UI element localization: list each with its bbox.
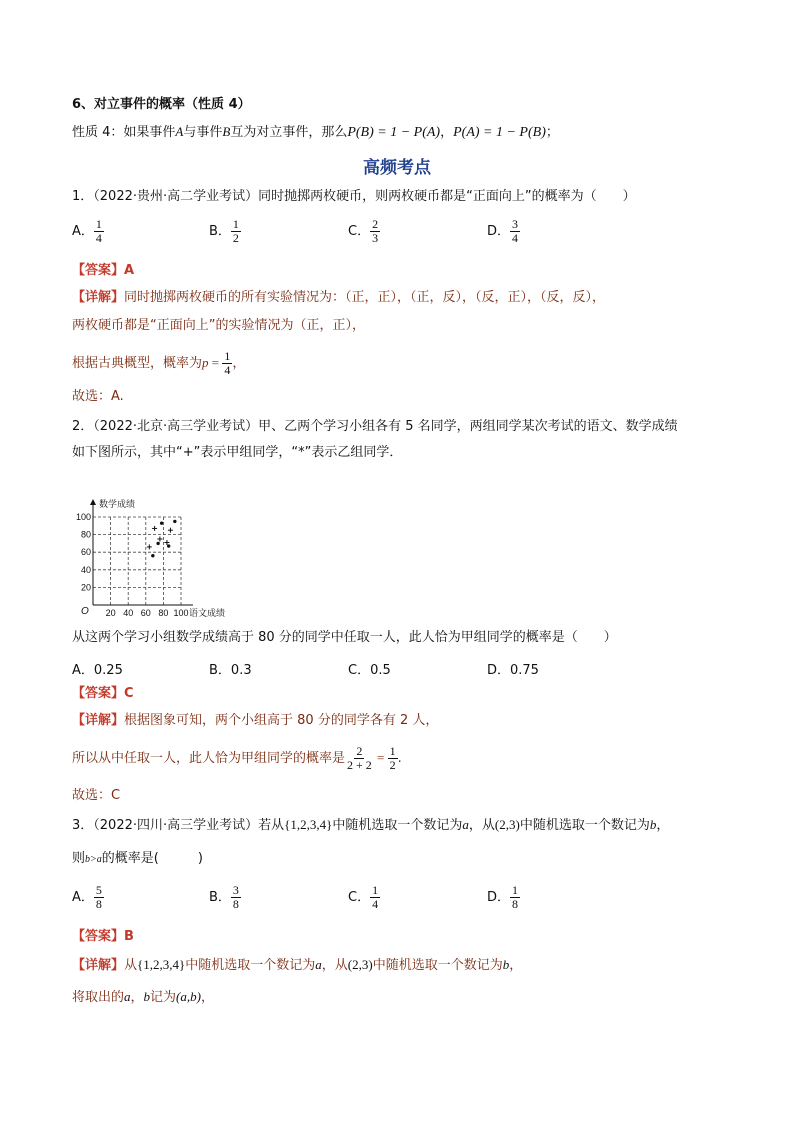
option-label: C．	[348, 890, 371, 905]
q1-option-a	[72, 218, 104, 245]
numerator: 1	[224, 349, 231, 363]
origin-label: O	[81, 606, 89, 617]
q1-option-d	[487, 218, 520, 245]
numerator: 3	[512, 217, 519, 231]
star-marker	[156, 542, 159, 545]
detail-text: ，	[509, 958, 523, 973]
section-heading: 6、对立事件的概率（性质 4）	[72, 97, 251, 112]
numerator: 5	[95, 883, 102, 897]
q2-option-a: A．0.25	[72, 663, 123, 678]
property-statement	[72, 123, 559, 142]
denominator: 4	[372, 897, 379, 911]
q3-stem-2	[72, 850, 203, 869]
q2-option-c: C．0.5	[348, 663, 391, 678]
y-tick-label: 20	[80, 582, 91, 593]
x-axis-label: 语文成绩	[189, 608, 226, 618]
detail-tag: 【详解】	[72, 713, 125, 728]
numerator: 1	[232, 217, 239, 231]
stem-text: 中随机选取一个数记为	[519, 818, 650, 833]
denominator: 2 + 2	[347, 758, 372, 772]
detail-text: 将取出的	[72, 990, 125, 1005]
q1-detail-1	[72, 289, 605, 307]
property-mid1: 与事件	[183, 125, 223, 140]
set-1: {1,2,3,4}	[284, 817, 333, 832]
numerator: 2	[372, 217, 379, 231]
q2-choose: 故选：C	[72, 788, 121, 803]
detail-tag: 【详解】	[72, 290, 125, 305]
q1-option-b	[209, 218, 241, 245]
option-label: C．	[348, 224, 371, 239]
q1-stem: 1．（2022·贵州·高二学业考试）同时抛掷两枚硬币，则两枚硬币都是“正面向上”的概率为（ ）	[72, 189, 636, 204]
stem-text: 则	[72, 851, 86, 866]
detail-text: 根据图象可知，两个小组高于 80 分的同学各有 2 人，	[124, 713, 439, 728]
x-tick-label: 20	[105, 608, 116, 618]
q1-choose: 故选：A.	[72, 389, 124, 404]
set-2: (2,3)	[494, 817, 520, 832]
pair: (a,b)	[176, 989, 201, 1004]
q3-detail-1	[72, 956, 522, 975]
fraction	[370, 218, 380, 245]
denominator: 3	[372, 231, 379, 245]
denominator: 4	[224, 363, 231, 377]
var-p: p	[202, 355, 209, 370]
fraction	[345, 745, 374, 772]
star-marker	[173, 520, 176, 523]
fraction	[222, 350, 232, 377]
var-b: b	[649, 817, 657, 832]
detail-text: ，	[200, 990, 214, 1005]
condition: b>a	[85, 854, 102, 865]
numerator: 1	[372, 883, 379, 897]
option-label: D．	[487, 224, 511, 239]
denominator: 8	[232, 897, 239, 911]
denominator: 8	[95, 897, 102, 911]
fraction	[388, 745, 398, 772]
formula-1: P(B) = 1 − P(A)	[347, 125, 441, 140]
detail-text: 中随机选取一个数记为	[185, 958, 316, 973]
q1-answer: 【答案】A	[72, 263, 135, 278]
q3-option-a	[72, 884, 104, 911]
q3-option-b	[209, 884, 241, 911]
detail-text: 从	[124, 958, 138, 973]
scatter-chart	[76, 470, 266, 622]
q2-stem-2: 如下图所示，其中“+”表示甲组同学，“*”表示乙组同学．	[72, 445, 403, 460]
fraction	[510, 218, 520, 245]
q2-detail-2	[72, 745, 402, 772]
property-mid2: 互为对立事件，那么	[230, 125, 348, 140]
set-1: {1,2,3,4}	[137, 957, 186, 972]
numerator: 1	[512, 883, 519, 897]
stem-text: ，从	[468, 818, 495, 833]
q2-stem-1: 2．（2022·北京·高三学业考试）甲、乙两个学习小组各有 5 名同学，两组同学某次考试的语文、数学成绩	[72, 419, 678, 434]
fraction	[231, 884, 241, 911]
detail-text: 记为	[150, 990, 177, 1005]
plus-marker	[147, 544, 152, 549]
option-label: A．	[72, 890, 94, 905]
x-tick-label: 80	[158, 608, 169, 618]
fraction	[231, 218, 241, 245]
stem-text: 的概率是( )	[101, 851, 203, 866]
denominator: 4	[512, 231, 519, 245]
numerator: 1	[389, 744, 396, 758]
numerator: 2	[356, 744, 363, 758]
set-2: (2,3)	[347, 957, 373, 972]
star-marker	[160, 521, 163, 524]
event-b: B	[222, 124, 231, 139]
plus-marker	[164, 540, 169, 545]
q3-option-d	[487, 884, 520, 911]
denominator: 4	[95, 231, 102, 245]
denominator: 8	[512, 897, 519, 911]
q1-detail-3	[72, 350, 245, 377]
numerator: 3	[232, 883, 239, 897]
detail-text: 同时抛掷两枚硬币的所有实验情况为：（正，正），（正，反），（反，正），（反，反），	[124, 290, 606, 305]
q2-answer: 【答案】C	[72, 686, 134, 701]
property-end: ；	[545, 125, 559, 140]
fraction	[370, 884, 380, 911]
y-axis-label: 数学成绩	[99, 499, 136, 509]
stem-text: 3．（2022·四川·高三学业考试）若从	[72, 818, 285, 833]
page-title: 高频考点	[363, 158, 431, 178]
chart-points	[147, 520, 177, 558]
q3-answer: 【答案】B	[72, 929, 134, 944]
q3-option-c	[348, 884, 380, 911]
chart-grid	[93, 517, 181, 605]
detail-text: 根据古典概型，概率为	[72, 356, 203, 371]
tail: .	[397, 751, 402, 766]
plus-marker	[168, 528, 173, 533]
detail-text: ，	[130, 990, 144, 1005]
fraction	[94, 884, 104, 911]
property-sep: ，	[440, 125, 454, 140]
var-a: a	[124, 989, 131, 1004]
q3-detail-2	[72, 988, 214, 1007]
chart-ticks	[76, 512, 225, 618]
option-label: B．	[209, 224, 231, 239]
var-b: b	[502, 957, 510, 972]
q2-option-b: B．0.3	[209, 663, 252, 678]
fraction	[94, 218, 104, 245]
tail: ，	[232, 356, 246, 371]
y-tick-label: 60	[80, 547, 91, 558]
plus-marker	[152, 526, 157, 531]
event-a: A	[175, 124, 184, 139]
denominator: 2	[389, 758, 396, 772]
y-tick-label: 80	[80, 529, 91, 540]
chart-axes	[81, 498, 193, 617]
numerator: 1	[95, 217, 102, 231]
equals: =	[208, 355, 223, 370]
y-axis-arrow	[90, 499, 96, 505]
star-marker	[167, 544, 170, 547]
detail-text: 所以从中任取一人，此人恰为甲组同学的概率是	[72, 751, 346, 766]
q2-detail-1	[72, 712, 438, 730]
var-a: a	[315, 957, 322, 972]
option-label: A．	[72, 224, 94, 239]
fraction	[510, 884, 520, 911]
denominator: 2	[232, 231, 239, 245]
q2-question: 从这两个学习小组数学成绩高于 80 分的同学中任取一人，此人恰为甲组同学的概率是（ ）	[72, 630, 617, 645]
detail-text: ，从	[321, 958, 348, 973]
star-marker	[151, 554, 154, 557]
var-a: a	[462, 817, 469, 832]
q1-detail-2: 两枚硬币都是“正面向上”的实验情况为（正，正），	[72, 318, 365, 333]
option-label: D．	[487, 890, 511, 905]
q2-option-d: D．0.75	[487, 663, 539, 678]
stem-text: ，	[656, 818, 670, 833]
y-tick-label: 40	[80, 564, 91, 575]
x-tick-label: 100	[173, 608, 189, 618]
option-label: B．	[209, 890, 231, 905]
y-tick-label: 100	[76, 512, 91, 522]
detail-tag: 【详解】	[72, 958, 125, 973]
stem-text: 中随机选取一个数记为	[332, 818, 463, 833]
formula-2: P(A) = 1 − P(B)	[453, 125, 546, 140]
property-prefix: 性质 4：如果事件	[72, 125, 176, 140]
equals: =	[373, 750, 388, 765]
x-tick-label: 60	[140, 608, 151, 618]
var-b: b	[143, 989, 151, 1004]
x-tick-label: 40	[123, 608, 134, 618]
q3-stem	[72, 816, 669, 835]
plus-marker	[157, 537, 162, 542]
q1-option-c	[348, 218, 380, 245]
detail-text: 中随机选取一个数记为	[372, 958, 503, 973]
